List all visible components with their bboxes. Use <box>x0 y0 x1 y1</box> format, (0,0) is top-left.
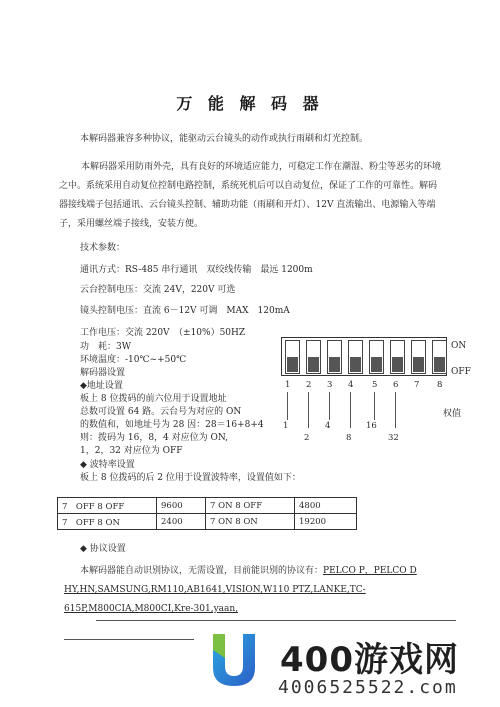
weight-line-1 <box>287 392 288 420</box>
intro-paragraph-1: 本解码器兼容多种协议，能驱动云台镜头的动作或执行雨刷和灯光控制。 <box>80 134 369 144</box>
protocol-heading: ◆ 协议设置 <box>80 544 126 554</box>
address-line-2: 总数可设置 64 路。云台号为对应的 ON <box>80 407 242 417</box>
dip-number-8: 8 <box>437 380 443 390</box>
dip-number-1: 1 <box>285 380 291 390</box>
address-line-3: 的数值和，如地址号为 28 因：28＝16+8+4 <box>80 420 264 430</box>
watermark-brand: 400游戏网 <box>280 640 459 680</box>
weight-value-16: 16 <box>366 421 377 431</box>
weight-value-4: 4 <box>325 421 331 431</box>
dip-number-7: 7 <box>414 380 420 390</box>
spec-power: 功 耗：3W <box>80 342 131 352</box>
weight-line-4 <box>350 392 351 428</box>
address-heading: ◆地址设置 <box>80 381 123 391</box>
dip-switch-4 <box>348 340 363 374</box>
table-cell: 7 OFF 8 OFF <box>58 498 157 514</box>
dip-switch-3 <box>327 340 342 374</box>
weight-line-6 <box>395 392 396 428</box>
blank-fill-line-1 <box>96 620 456 621</box>
dip-switch-8 <box>432 340 447 374</box>
weight-label: 权值 <box>443 409 462 419</box>
spec-ptz-voltage: 云台控制电压：交流 24V，220V 可选 <box>80 285 236 295</box>
protocol-intro: 本解码器能自动识别协议，无需设置，目前能识别的协议有： <box>80 566 324 576</box>
dip-number-4: 4 <box>348 380 354 390</box>
table-cell: 7 ON 8 OFF <box>206 498 295 514</box>
table-cell: 4800 <box>295 498 357 514</box>
blank-fill-line-2 <box>64 639 194 640</box>
watermark-logo-icon <box>203 628 265 690</box>
weight-line-2 <box>308 392 309 428</box>
protocol-list: PELCO P，PELCO D HY,HN,SAMSUNG,RM110,AB1641,VISION,W110 PTZ,LANKE,TC-615P,M800CIA,M800CI,Kre-301,yaan, <box>64 566 417 614</box>
spec-lens-voltage: 镜头控制电压：直流 6－12V 可调 MAX 120mA <box>80 306 290 316</box>
protocol-paragraph <box>64 562 464 619</box>
intro-paragraph-2: 本解码器采用防雨外壳，具有良好的环境适应能力，可稳定工作在潮湿、粉尘等恶劣的环境之中。系统采用自动复位控制电路控制，系统死机后可以自动复位，保证了工作的可靠性。解码器接线端子包括通讯、云台镜头控制、辅助功能（雨刷和开灯）、12V 直流输出、电源输入等端子，采用螺丝端子接线，安装方便。 <box>59 162 442 229</box>
dip-on-label: ON <box>451 341 467 351</box>
watermark-phone: 4006525522.com <box>278 677 458 698</box>
decoder-settings-heading: 解码器设置 <box>80 368 126 378</box>
table-row <box>58 514 357 530</box>
baud-heading: ◆ 波特率设置 <box>80 460 135 470</box>
specs-heading: 技术参数： <box>80 243 126 253</box>
baud-description: 板上 8 位拨码的后 2 位用于设置波特率，设置值如下： <box>80 473 301 483</box>
table-cell: 2400 <box>157 514 206 530</box>
weight-value-1: 1 <box>283 421 289 431</box>
address-line-1: 板上 8 位拨码的前六位用于设置地址 <box>80 394 227 404</box>
spec-communication: 通讯方式：RS-485 串行通讯 双绞线传输 最远 1200m <box>80 265 313 275</box>
spec-working-voltage: 工作电压：交流 220V （±10%）50HZ <box>80 328 246 338</box>
dip-number-5: 5 <box>372 380 378 390</box>
weight-line-3 <box>329 392 330 420</box>
dip-number-3: 3 <box>327 380 333 390</box>
table-cell: 9600 <box>157 498 206 514</box>
spec-temperature: 环境温度：-10℃~+50℃ <box>80 355 187 365</box>
address-line-5: 1，2，32 对应位为 OFF <box>80 446 183 456</box>
dip-switch-block <box>281 337 447 376</box>
table-row <box>58 498 357 514</box>
table-cell: 7 ON 8 ON <box>206 514 295 530</box>
document-title: 万 能 解 码 器 <box>176 94 324 113</box>
weight-value-32: 32 <box>388 433 399 443</box>
table-cell: 19200 <box>295 514 357 530</box>
dip-switch-7 <box>411 340 426 374</box>
dip-number-6: 6 <box>393 380 399 390</box>
weight-value-2: 2 <box>304 433 310 443</box>
weight-value-8: 8 <box>346 433 352 443</box>
dip-switch-2 <box>306 340 321 374</box>
dip-off-label: OFF <box>451 367 471 377</box>
dip-switch-1 <box>285 340 300 374</box>
baud-rate-table <box>57 497 357 530</box>
table-cell: 7 OFF 8 ON <box>58 514 157 530</box>
dip-switch-6 <box>390 340 405 374</box>
weight-line-5 <box>374 392 375 420</box>
dip-switch-5 <box>369 340 384 374</box>
address-line-4: 则：拨码为 16，8，4 对应位为 ON, <box>80 433 229 443</box>
dip-number-2: 2 <box>306 380 312 390</box>
